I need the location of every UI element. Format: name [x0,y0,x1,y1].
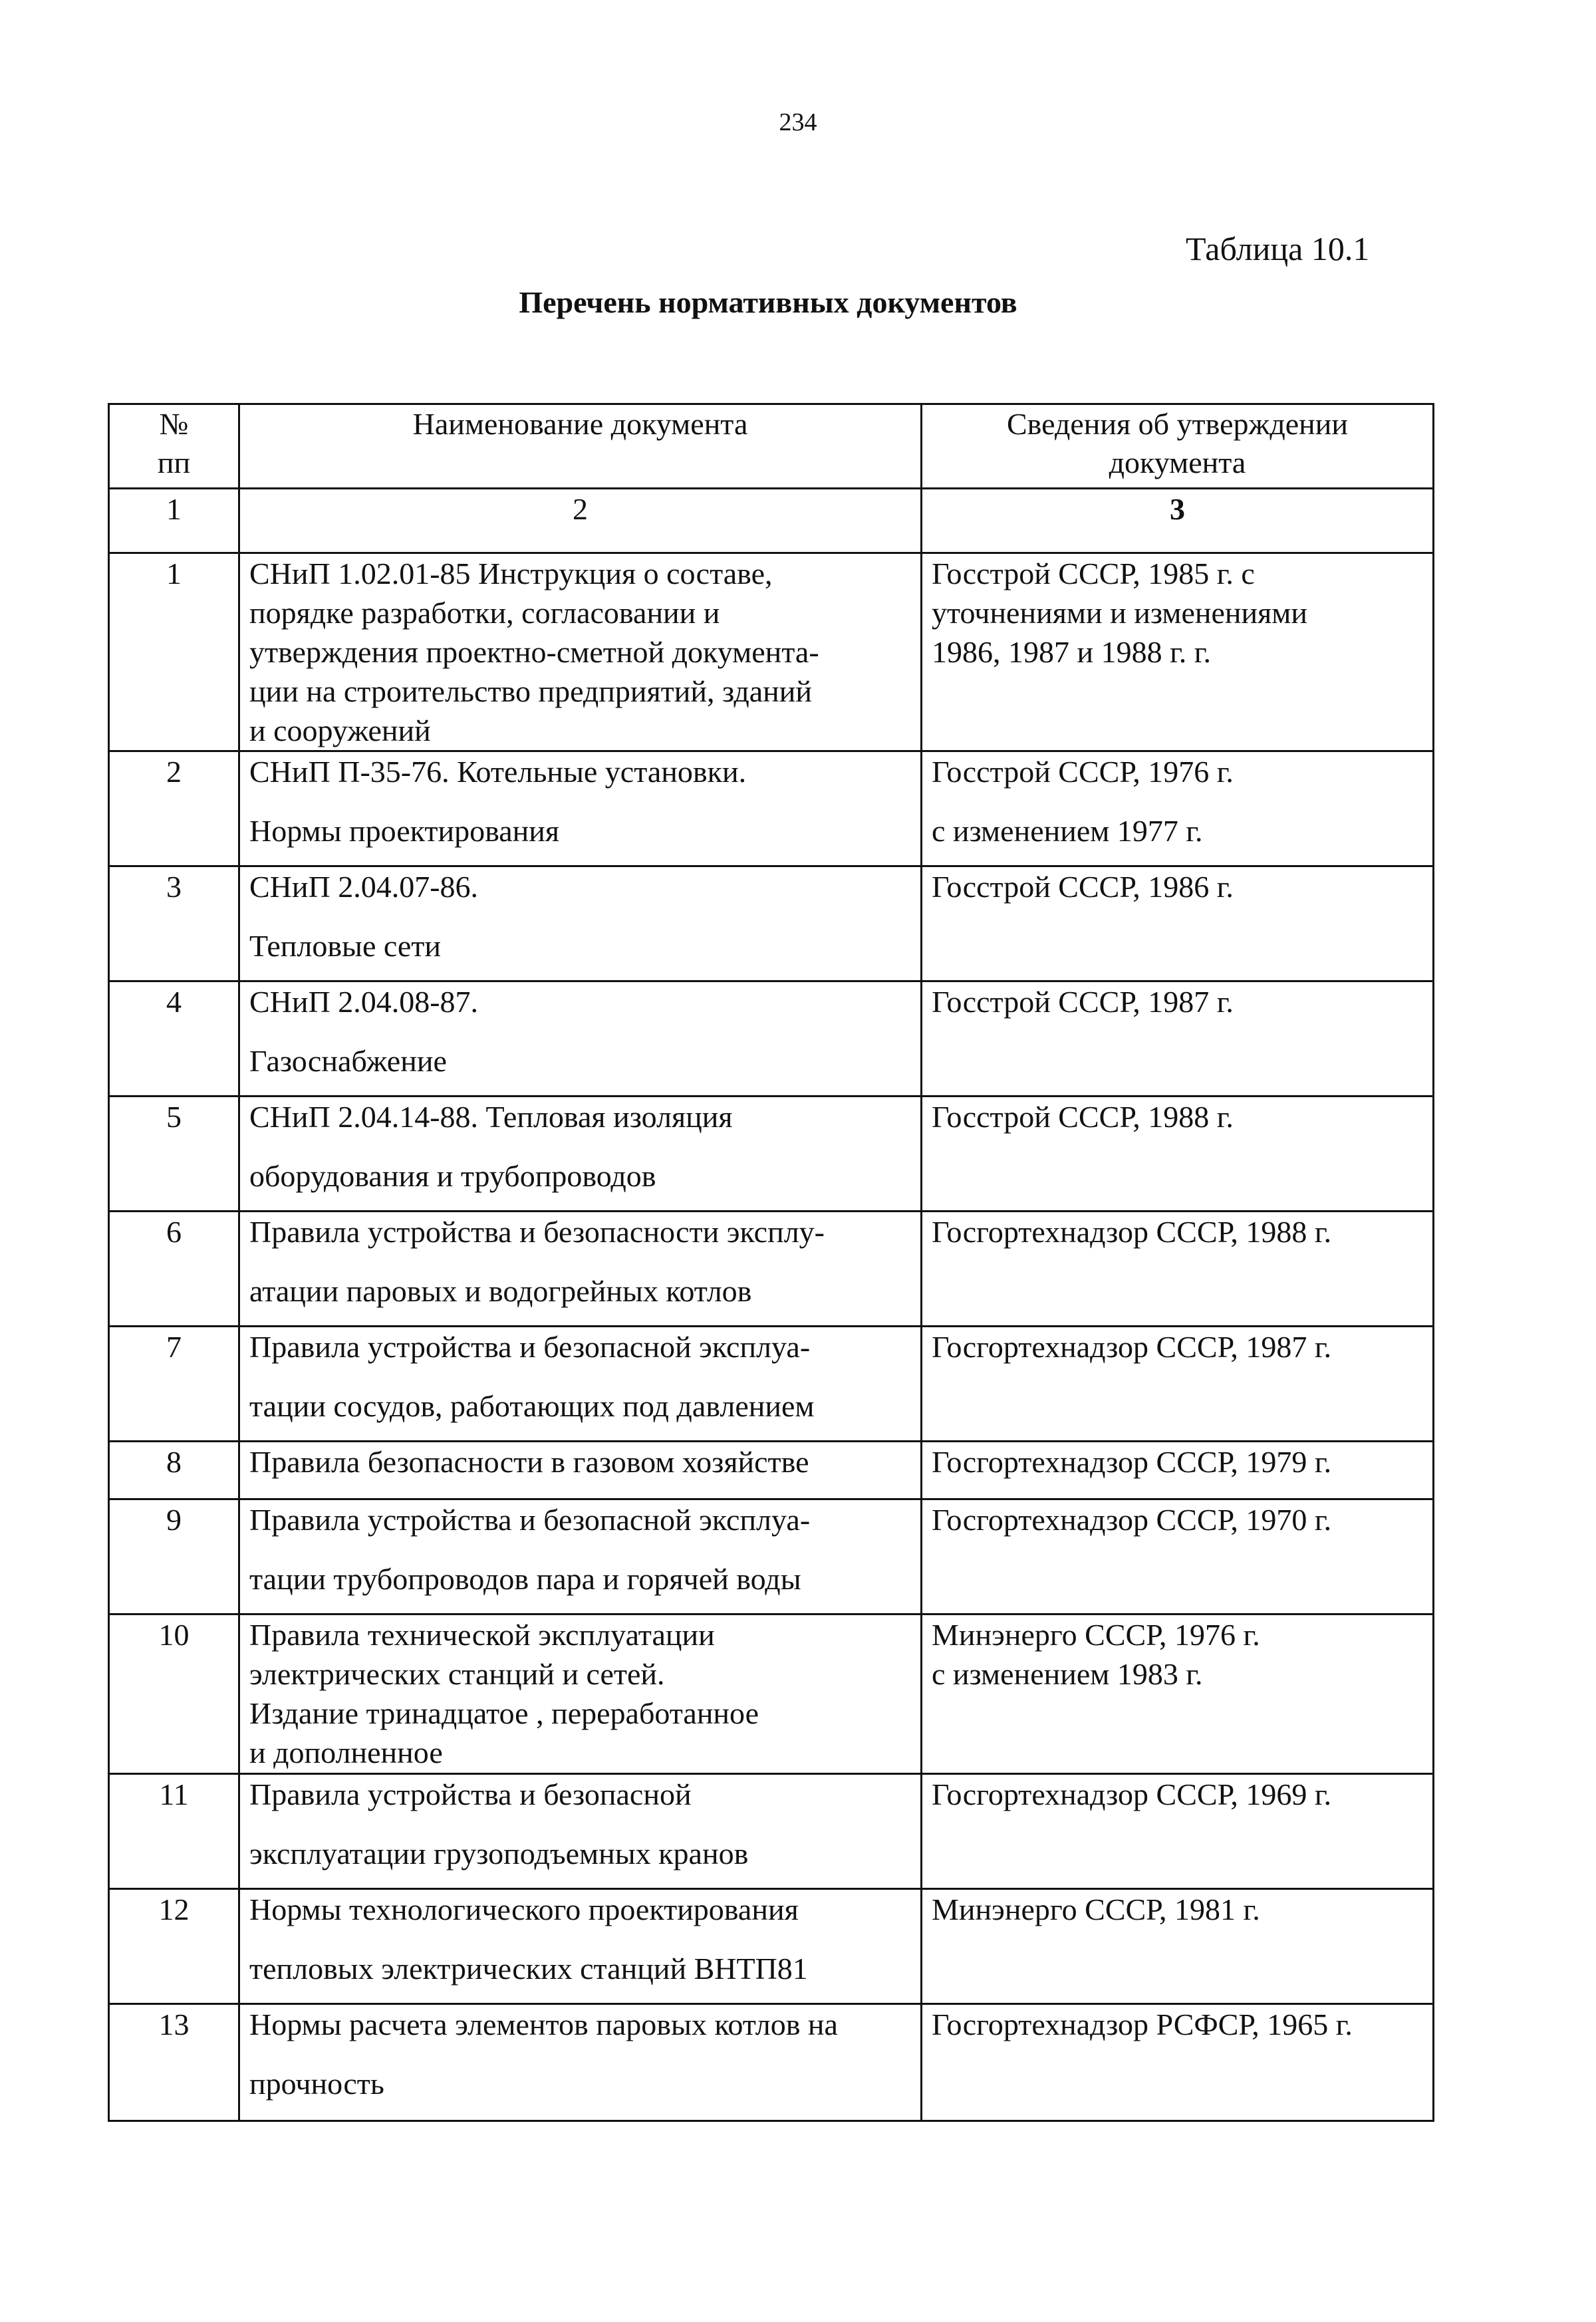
table-header-row [109,404,1434,489]
table-row [109,1614,1434,1774]
document-name: Нормы технологического проектирования тепловых электрических станций ВНТП81 [239,1889,922,2004]
table-row [109,1442,1434,1499]
row-number: 2 [109,751,239,866]
approval-info: Госгортехнадзор СССР, 1987 г. [922,1327,1434,1442]
document-name: Правила безопасности в газовом хозяйстве [239,1442,922,1499]
document-name: Правила устройства и безопасной эксплуа- тации сосудов, работающих под давлением [239,1327,922,1442]
page-number: 234 [779,108,817,136]
document-name: СНиП 2.04.08-87. Газоснабжение [239,981,922,1096]
approval-info: Госгортехнадзор СССР, 1988 г. [922,1212,1434,1327]
document-name: Правила устройства и безопасной эксплуа- тации трубопроводов пара и горячей воды [239,1499,922,1614]
document-name: СНиП 2.04.07-86. Тепловые сети [239,866,922,981]
header-num: № пп [109,404,239,489]
row-number: 4 [109,981,239,1096]
row-number: 6 [109,1212,239,1327]
approval-info: Госстрой СССР, 1986 г. [922,866,1434,981]
table-row [109,1499,1434,1614]
approval-info: Госгортехнадзор РСФСР, 1965 г. [922,2004,1434,2121]
row-number: 5 [109,1096,239,1212]
document-name: СНиП 2.04.14-88. Тепловая изоляция оборудования и трубопроводов [239,1096,922,1212]
table-row [109,866,1434,981]
documents-table [108,403,1434,2122]
row-number: 1 [109,553,239,751]
document-title: Перечень нормативных документов [519,285,1017,319]
table-row [109,1096,1434,1212]
document-name: Правила технической эксплуатации электрических станций и сетей. Издание тринадцатое , переработанное и дополненное [239,1614,922,1774]
table-label: Таблица 10.1 [1186,230,1370,267]
approval-info: Госстрой СССР, 1987 г. [922,981,1434,1096]
table-row [109,751,1434,866]
column-index-row [109,489,1434,553]
column-index: 3 [922,489,1434,553]
header-approval: Сведения об утверждении документа [922,404,1434,489]
approval-info: Госстрой СССР, 1985 г. с уточнениями и изменениями 1986, 1987 и 1988 г. г. [922,553,1434,751]
table-row [109,553,1434,751]
approval-info: Госгортехнадзор СССР, 1979 г. [922,1442,1434,1499]
table-row [109,1212,1434,1327]
approval-info: Минэнерго СССР, 1981 г. [922,1889,1434,2004]
approval-info: Госстрой СССР, 1988 г. [922,1096,1434,1212]
document-name: Правила устройства и безопасности эксплу- атации паровых и водогрейных котлов [239,1212,922,1327]
approval-info: Минэнерго СССР, 1976 г. с изменением 1983 г. [922,1614,1434,1774]
row-number: 9 [109,1499,239,1614]
row-number: 12 [109,1889,239,2004]
document-name: Правила устройства и безопасной эксплуатации грузоподъемных кранов [239,1774,922,1889]
approval-info: Госгортехнадзор СССР, 1969 г. [922,1774,1434,1889]
row-number: 11 [109,1774,239,1889]
row-number: 13 [109,2004,239,2121]
document-name: СНиП 1.02.01-85 Инструкция о составе, порядке разработки, согласовании и утверждения проектно-сметной документа- ции на строительство предприятий, зданий и сооружений [239,553,922,751]
row-number: 10 [109,1614,239,1774]
row-number: 7 [109,1327,239,1442]
table-row [109,1774,1434,1889]
table-row [109,2004,1434,2121]
row-number: 3 [109,866,239,981]
table-row [109,1889,1434,2004]
document-name: СНиП П-35-76. Котельные установки. Нормы проектирования [239,751,922,866]
document-name: Нормы расчета элементов паровых котлов на прочность [239,2004,922,2121]
column-index: 2 [239,489,922,553]
row-number: 8 [109,1442,239,1499]
column-index: 1 [109,489,239,553]
approval-info: Госгортехнадзор СССР, 1970 г. [922,1499,1434,1614]
approval-info: Госстрой СССР, 1976 г. с изменением 1977 г. [922,751,1434,866]
table-row [109,1327,1434,1442]
table-row [109,981,1434,1096]
header-name: Наименование документа [239,404,922,489]
